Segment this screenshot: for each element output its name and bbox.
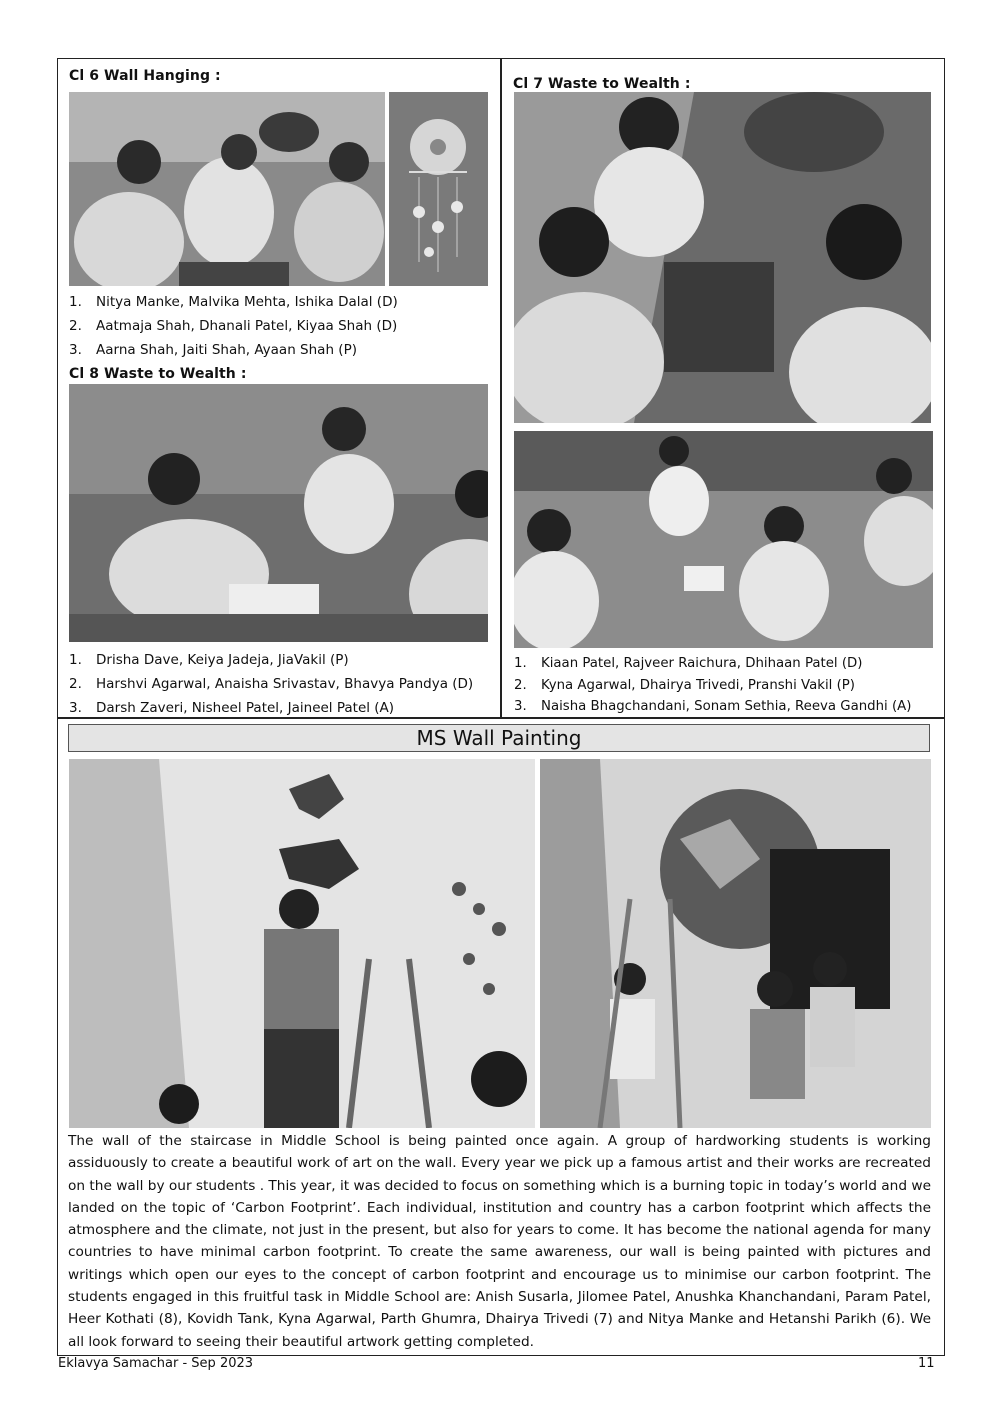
list-item: 1. Nitya Manke, Malvika Mehta, Ishika Dalal (D): [69, 294, 398, 310]
list-item: 3. Naisha Bhagchandani, Sonam Sethia, Reeva Gandhi (A): [514, 699, 912, 714]
cl7-winners-list: [514, 653, 911, 718]
cl6-wall-hanging-photo: [389, 92, 488, 286]
cl6-heading: Cl 6 Wall Hanging :: [69, 68, 221, 84]
list-item: 2. Kyna Agarwal, Dhairya Trivedi, Pranshi Vakil (P): [514, 677, 855, 693]
footer-publication: Eklavya Samachar - Sep 2023: [58, 1356, 254, 1371]
list-item: 3. Aarna Shah, Jaiti Shah, Ayaan Shah (P): [69, 342, 357, 358]
ms-wall-painting-paragraph: The wall of the staircase in Middle School is being painted once again. A group of hardworking students is working assiduously to create a beautiful work of art on the wall. Every year we pick up a famous artist and their works are recreated on the wall by our students . This year, it was decided to focus on something which is a burning topic in today’s world and we landed on the topic of ‘Carbon Footprint’. Each individual, institution and country has a carbon footprint which affects the atmosphere and the climate, not just in the present, but also for years to come. It has become the national agenda for many countries to have minimal carbon footprint. To create the same awareness, our wall is being painted with pictures and writings which open our eyes to the concept of carbon footprint and encourage us to minimise our carbon footprint. The students engaged in this fruitful task in Middle School are: Anish Susarla, Jilomee Patel, Anushka Khanchandani, Param Patel, Heer Kothati (8), Kovidh Tank, Kyna Agarwal, Parth Ghumra, Dhairya Trivedi (7) and Nitya Manke and Hetanshi Parikh (6). We all look forward to seeing their beautiful artwork getting completed.: [68, 1133, 931, 1350]
cl8-students-photo: [69, 384, 488, 642]
list-item: 1. Drisha Dave, Keiya Jadeja, JiaVakil (P): [69, 652, 349, 668]
list-item: 2. Aatmaja Shah, Dhanali Patel, Kiyaa Shah (D): [69, 318, 398, 334]
cl6-winners-list: [69, 290, 398, 362]
cl7-students-photo-top: [514, 92, 931, 423]
cl8-winners-list: [69, 648, 473, 720]
cl7-heading: Cl 7 Waste to Wealth :: [513, 76, 691, 92]
column-divider: [500, 58, 502, 718]
list-item: 1. Kiaan Patel, Rajveer Raichura, Dhihaan Patel (D): [514, 656, 863, 671]
wall-painting-photo-right: [540, 759, 931, 1128]
footer-page-number: 11: [918, 1356, 935, 1371]
ms-wall-painting-title: MS Wall Painting: [68, 724, 930, 752]
cl8-heading: Cl 8 Waste to Wealth :: [69, 366, 247, 382]
wall-painting-photo-left: [69, 759, 535, 1128]
list-item: 3. Darsh Zaveri, Nisheel Patel, Jaineel Patel (A): [69, 700, 395, 716]
cl6-students-photo: [69, 92, 385, 286]
list-item: 2. Harshvi Agarwal, Anaisha Srivastav, Bhavya Pandya (D): [69, 676, 474, 692]
cl7-students-photo-bottom: [514, 431, 933, 648]
